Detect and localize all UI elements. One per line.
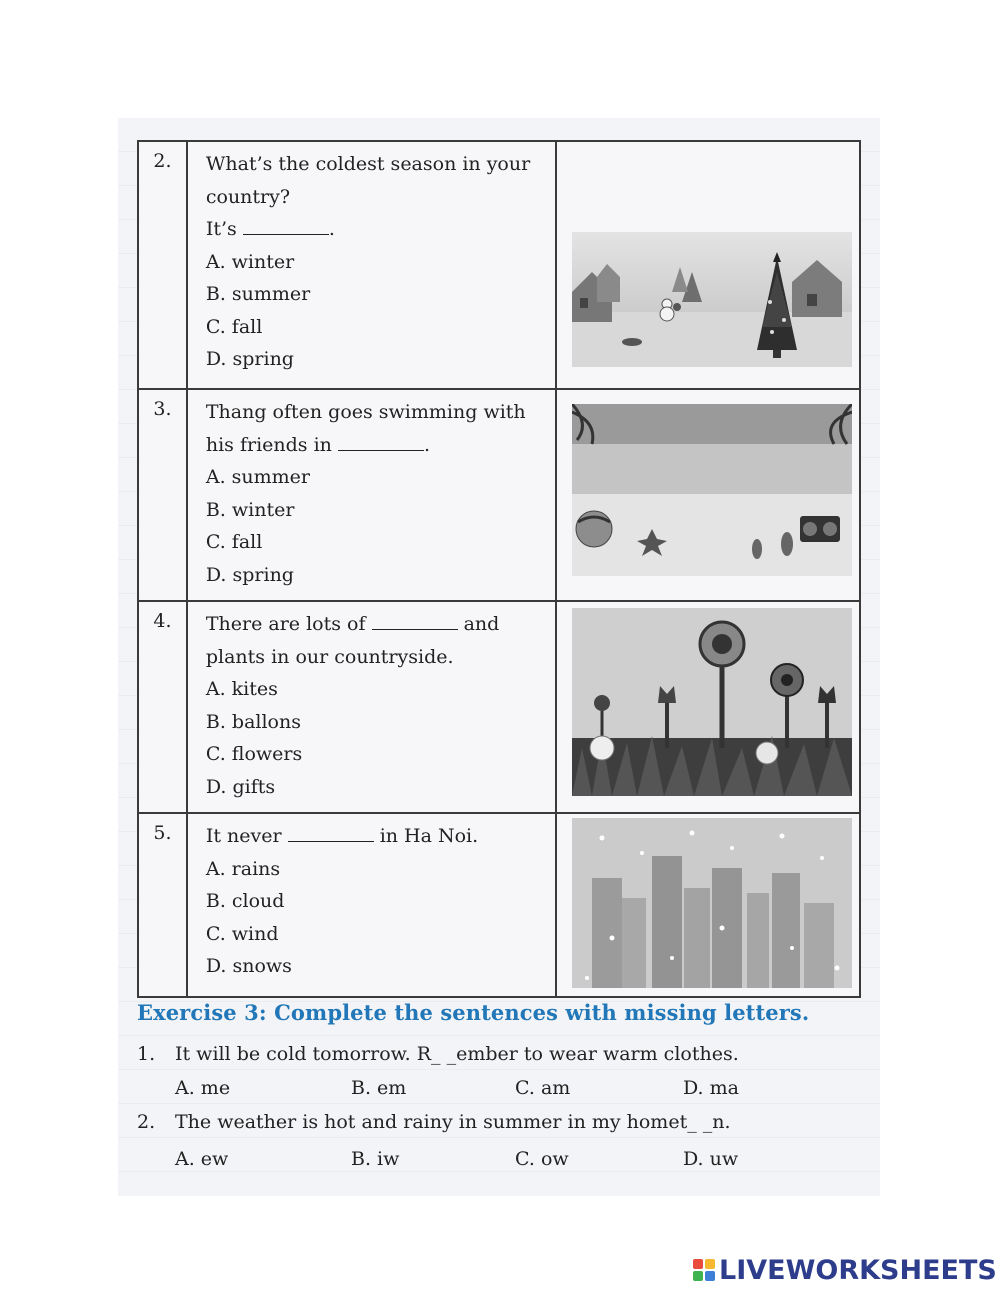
exercise-3-title: Exercise 3: Complete the sentences with missing letters. xyxy=(137,1000,810,1025)
question-line: What’s the coldest season in your xyxy=(205,153,531,175)
answer-prefix: his friends in xyxy=(205,433,332,456)
answer-suffix: in Ha Noi. xyxy=(379,825,479,847)
question-text xyxy=(187,601,556,813)
question-line: Thang often goes swimming with xyxy=(205,401,526,423)
option-c[interactable]: C. fall xyxy=(205,315,263,338)
option-b[interactable]: B. ballons xyxy=(205,710,301,733)
question-image-cell xyxy=(556,813,860,997)
option-d[interactable]: D. uw xyxy=(683,1148,739,1170)
question-row xyxy=(138,389,860,601)
question-text xyxy=(187,389,556,601)
answer-blank[interactable] xyxy=(288,821,374,842)
question-text xyxy=(187,813,556,997)
option-d[interactable]: D. ma xyxy=(683,1077,739,1099)
question-image-cell xyxy=(556,389,860,601)
option-a[interactable]: A. me xyxy=(175,1077,231,1099)
question-row xyxy=(138,813,860,997)
option-a[interactable]: A. kites xyxy=(205,678,278,700)
answer-prefix: It’s xyxy=(205,218,237,240)
option-b[interactable]: B. iw xyxy=(351,1148,400,1170)
answer-prefix: It never xyxy=(205,825,282,847)
item-sentence: It will be cold tomorrow. R_ _ember to wear warm clothes. xyxy=(175,1043,739,1065)
beach-scene-image xyxy=(572,404,852,576)
option-a[interactable]: A. ew xyxy=(175,1148,229,1170)
question-number: 4. xyxy=(138,601,187,813)
option-c[interactable]: C. fall xyxy=(205,531,263,553)
answer-suffix: and xyxy=(463,613,500,635)
exercise-item xyxy=(137,1043,739,1065)
answer-prefix: There are lots of xyxy=(205,613,366,635)
question-table xyxy=(137,140,861,998)
item-number: 2. xyxy=(137,1111,156,1133)
item-sentence: The weather is hot and rainy in summer in my homet_ _n. xyxy=(175,1111,731,1133)
answer-blank[interactable] xyxy=(372,609,458,630)
item-number: 1. xyxy=(137,1043,156,1065)
option-b[interactable]: B. cloud xyxy=(205,890,285,912)
option-c[interactable]: C. flowers xyxy=(205,743,303,765)
option-b[interactable]: B. winter xyxy=(205,498,295,521)
question-row xyxy=(138,141,860,389)
question-row xyxy=(138,601,860,813)
option-d[interactable]: D. gifts xyxy=(205,775,276,798)
option-b[interactable]: B. em xyxy=(351,1077,407,1099)
option-a[interactable]: A. winter xyxy=(205,250,295,273)
option-c[interactable]: C. ow xyxy=(515,1148,569,1170)
brand-name: LIVEWORKSHEETS xyxy=(719,1254,997,1286)
question-text xyxy=(187,141,556,389)
option-d[interactable]: D. snows xyxy=(205,955,292,977)
liveworksheets-brand xyxy=(693,1255,997,1285)
question-image-cell xyxy=(556,601,860,813)
answer-suffix: . xyxy=(423,433,430,456)
question-line: plants in our countryside. xyxy=(205,645,454,668)
answer-blank[interactable] xyxy=(338,430,424,451)
question-number: 5. xyxy=(138,813,187,997)
option-d[interactable]: D. spring xyxy=(205,563,294,586)
answer-suffix: . xyxy=(328,218,335,240)
option-c[interactable]: C. wind xyxy=(205,922,279,945)
question-number: 2. xyxy=(138,141,187,389)
answer-blank[interactable] xyxy=(243,214,329,235)
exercise-item xyxy=(137,1111,731,1133)
question-line: country? xyxy=(205,185,291,208)
question-image-cell xyxy=(556,141,860,389)
liveworksheets-logo-icon xyxy=(693,1259,715,1281)
flowers-image xyxy=(572,608,852,796)
option-b[interactable]: B. summer xyxy=(205,283,311,305)
snowy-city-image xyxy=(572,818,852,988)
option-a[interactable]: A. summer xyxy=(205,466,311,488)
option-d[interactable]: D. spring xyxy=(205,348,294,370)
winter-scene-image xyxy=(572,232,852,367)
question-number: 3. xyxy=(138,389,187,601)
option-c[interactable]: C. am xyxy=(515,1077,571,1099)
option-a[interactable]: A. rains xyxy=(205,857,281,880)
